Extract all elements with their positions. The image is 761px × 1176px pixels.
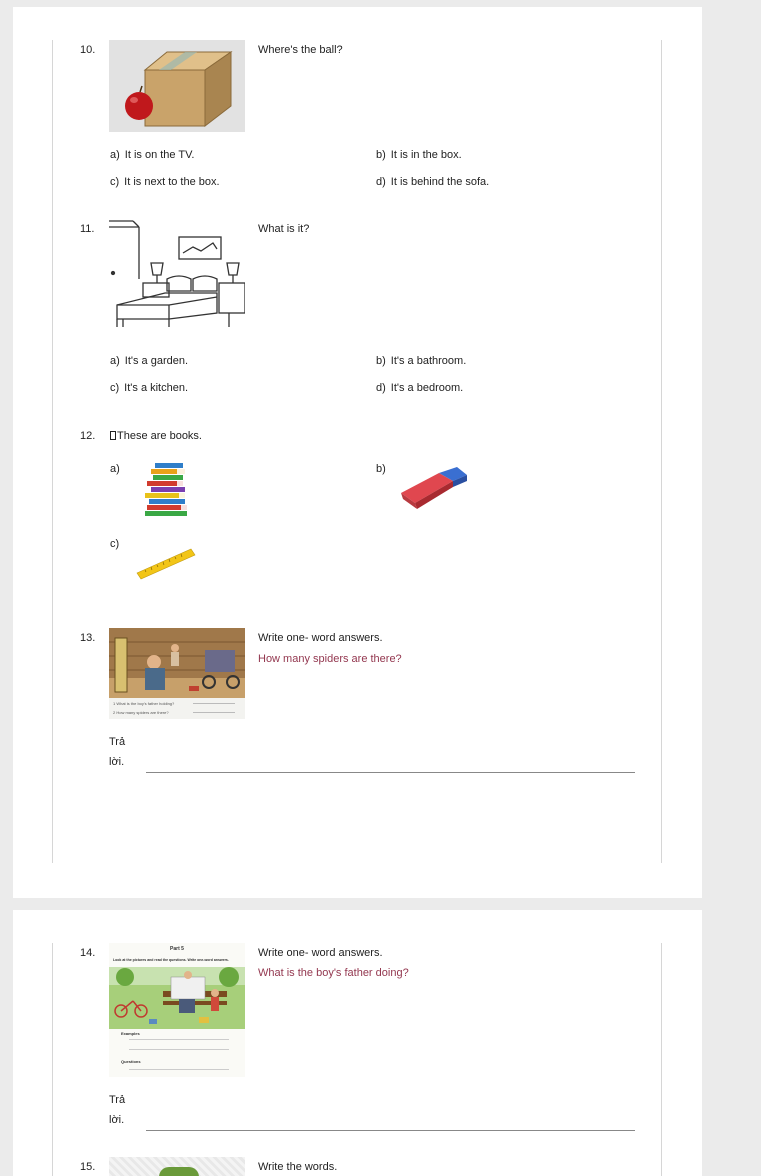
question-11-number: 11. [80, 223, 95, 235]
q10-option-d[interactable]: d) It is behind the sofa. [376, 176, 490, 188]
q13-image-line-1 [193, 703, 235, 704]
q13-answer-label-1: Trả [109, 736, 126, 748]
worksheet-page-2 [13, 910, 702, 1176]
q14-image-line-1 [129, 1039, 229, 1040]
missing-glyph-icon [110, 431, 116, 440]
right-border-line [661, 40, 662, 863]
q14-answer-label-2: lời. [109, 1114, 125, 1126]
question-14-number: 14. [80, 947, 96, 959]
q14-answer-label-1: Trả [109, 1094, 126, 1106]
q11-option-b[interactable]: b) It's a bathroom. [376, 355, 467, 367]
park-scene-illustration [109, 967, 245, 1029]
question-13-text: Write one- word answers. [258, 632, 383, 644]
right-border-line [661, 943, 662, 1176]
left-border-line [52, 40, 53, 863]
books-stack-image [137, 459, 201, 519]
q12-option-a[interactable]: a) [110, 463, 120, 475]
q13-image-caption-1: 1 What is the boy's father holding? [113, 701, 175, 706]
question-14-subtext: What is the boy's father doing? [258, 967, 409, 979]
worksheet-page-1 [13, 7, 702, 898]
question-10-text: Where's the ball? [258, 44, 343, 56]
question-11-text: What is it? [258, 223, 310, 235]
q13-image-caption-2: 2 How many spiders are there? [113, 710, 169, 715]
q11-option-c[interactable]: c) It's a kitchen. [110, 382, 189, 394]
question-12-number: 12. [80, 430, 96, 442]
q10-option-b[interactable]: b) It is in the box. [376, 149, 462, 161]
bedroom-line-illustration [109, 219, 245, 329]
question-10-image [109, 40, 245, 132]
q13-answer-input[interactable] [146, 772, 635, 773]
q10-option-a[interactable]: a) It is on the TV. [110, 149, 195, 161]
question-13-number: 13. [80, 632, 96, 644]
question-14-text: Write one- word answers. [258, 947, 383, 959]
q13-answer-label-2: lời. [109, 756, 125, 768]
eraser-icon [397, 463, 469, 511]
q14-answer-input[interactable] [146, 1130, 635, 1131]
left-border-line [52, 943, 53, 1176]
question-15-image [109, 1157, 245, 1176]
books-stack-icon [137, 459, 201, 519]
question-15-text: Write the words. [258, 1161, 338, 1173]
q14-image-line-2 [129, 1049, 229, 1050]
q10-option-c[interactable]: c) It is next to the box. [110, 176, 220, 188]
q14-image-instruction: Look at the pictures and read the questions. Write one-word answers. [113, 958, 229, 962]
question-11-image [109, 219, 245, 329]
question-15-number: 15. [80, 1161, 96, 1173]
q15-image-object [159, 1167, 199, 1176]
eraser-image [397, 463, 469, 511]
q14-image-questions: Questions [121, 1059, 141, 1064]
q14-image-line-3 [129, 1069, 229, 1070]
ruler-image [133, 543, 197, 583]
q12-option-b[interactable]: b) [376, 463, 386, 475]
ruler-icon [133, 543, 197, 583]
q13-image-line-2 [193, 712, 235, 713]
question-10-number: 10. [80, 44, 96, 56]
garage-scene-illustration [109, 628, 245, 698]
q11-option-a[interactable]: a) It's a garden. [110, 355, 189, 367]
question-12-text: These are books. [110, 430, 202, 442]
q11-option-d[interactable]: d) It's a bedroom. [376, 382, 464, 394]
question-14-image [109, 943, 245, 1077]
box-and-apple-illustration [109, 40, 245, 132]
q14-image-part: Part 5 [170, 946, 184, 952]
q14-image-examples: Examples [121, 1031, 140, 1036]
q12-option-c[interactable]: c) [110, 538, 120, 550]
question-13-subtext: How many spiders are there? [258, 653, 402, 665]
question-13-image [109, 628, 245, 719]
